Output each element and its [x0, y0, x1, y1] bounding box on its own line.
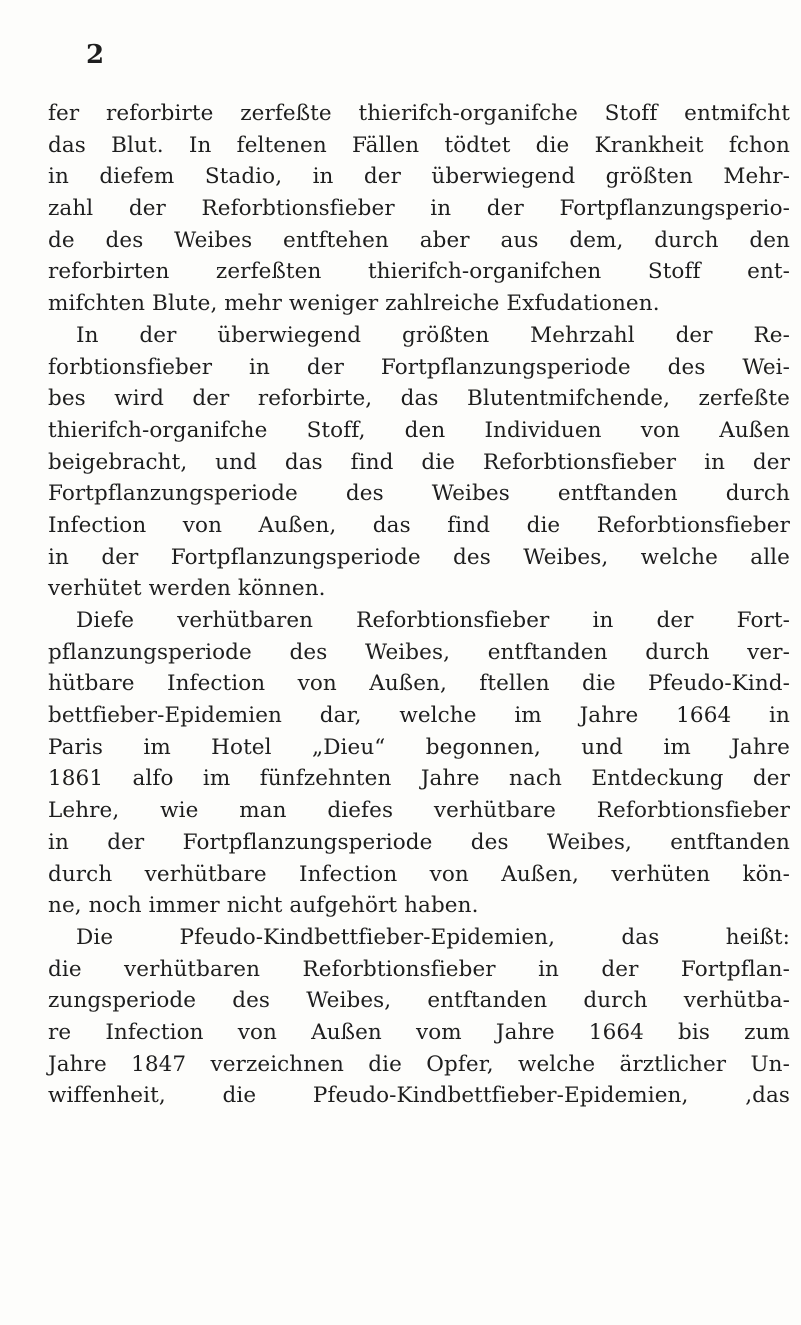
text-line: ne, noch immer nicht aufgehört haben. — [48, 893, 479, 919]
page-number: 2 — [86, 40, 105, 70]
text-line: die verhütbaren Reforbtionsfieber in der Fortpflan- — [48, 956, 790, 982]
text-line: wiffenheit, die Pfeudo-Kindbettfieber-Epidemien, ‚das — [48, 1083, 790, 1109]
text-line: durch verhütbare Infection von Außen, verhüten kön- — [48, 861, 790, 887]
text-line: zahl der Reforbtionsfieber in der Fortpflanzungsperio- — [48, 196, 790, 222]
body-text — [48, 98, 790, 1112]
text-line: hütbare Infection von Außen, ftellen die Pfeudo-Kind- — [48, 671, 790, 697]
text-line: beigebracht, und das find die Reforbtionsfieber in der — [48, 449, 790, 475]
text-line: pflanzungsperiode des Weibes, entftanden durch ver- — [48, 639, 790, 665]
text-line: mifchten Blute, mehr weniger zahlreiche Exfudationen. — [48, 291, 660, 317]
text-line: bes wird der reforbirte, das Blutentmifchende, zerfeßte — [48, 386, 790, 412]
text-line: Infection von Außen, das find die Reforbtionsfieber — [48, 512, 790, 538]
text-line: In der überwiegend größten Mehrzahl der Re- — [76, 322, 790, 348]
text-line: in diefem Stadio, in der überwiegend größten Mehr- — [48, 164, 790, 190]
text-line: Jahre 1847 verzeichnen die Opfer, welche ärztlicher Un- — [48, 1051, 790, 1077]
text-line: forbtionsfieber in der Fortpflanzungsperiode des Wei- — [48, 354, 790, 380]
text-line: in der Fortpflanzungsperiode des Weibes, entftanden — [48, 829, 790, 855]
text-line: Diefe verhütbaren Reforbtionsfieber in der Fort- — [76, 608, 790, 633]
text-line: Lehre, wie man diefes verhütbare Reforbtionsfieber — [48, 798, 790, 824]
text-line: zungsperiode des Weibes, entftanden durch verhütba- — [48, 988, 790, 1014]
text-line: in der Fortpflanzungsperiode des Weibes, welche alle — [48, 544, 790, 570]
text-line: verhütet werden können. — [48, 576, 326, 602]
text-line: thierifch-organifche Stoff, den Individuen von Außen — [48, 417, 790, 443]
text-line: 1861 alfo im fünfzehnten Jahre nach Entdeckung der — [48, 766, 790, 792]
text-line: fer reforbirte zerfeßte thierifch-organifche Stoff entmifcht — [48, 101, 790, 126]
text-line: Die Pfeudo-Kindbettfieber-Epidemien, das heißt: — [76, 924, 790, 950]
text-line: reforbirten zerfeßten thierifch-organifchen Stoff ent- — [48, 259, 790, 285]
text-line: de des Weibes entftehen aber aus dem, durch den — [48, 227, 790, 253]
text-line: das Blut. In feltenen Fällen tödtet die Krankheit fchon — [48, 132, 790, 158]
text-line: Fortpflanzungsperiode des Weibes entftanden durch — [48, 481, 790, 507]
text-line: re Infection von Außen vom Jahre 1664 bis zum — [48, 1019, 790, 1045]
text-line: bettfieber-Epidemien dar, welche im Jahre 1664 in — [48, 703, 790, 729]
text-line: Paris im Hotel „Dieu“ begonnen, und im Jahre — [48, 734, 790, 760]
